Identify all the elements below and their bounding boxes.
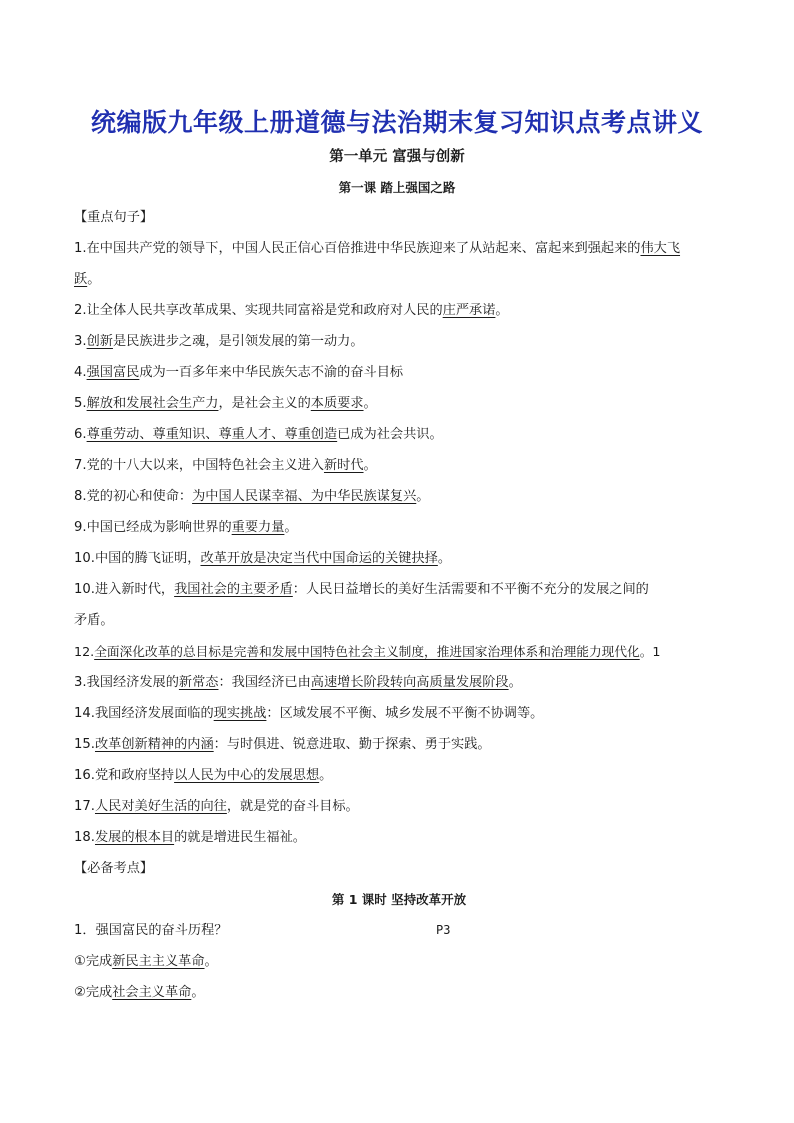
sentence-1-cont: 跃。: [74, 272, 101, 287]
sentence-4: 4.强国富民成为一百多年来中华民族矢志不渝的奋斗目标: [74, 365, 404, 380]
sentence-14: 14.我国经济发展面临的现实挑战：区域发展不平衡、城乡发展不平衡不协调等。: [74, 706, 544, 721]
section-heading-key-sentences: 【重点句子】: [74, 210, 154, 225]
sentence-11: 10.进入新时代，我国社会的主要矛盾：人民日益增长的美好生活需要和不平衡不充分的发展之间的: [74, 582, 649, 597]
document-body: [74, 202, 724, 1008]
unit-heading: 第一单元 富强与创新: [329, 149, 465, 165]
sentence-8: 8.党的初心和使命：为中国人民谋幸福、为中华民族谋复兴。: [74, 489, 430, 504]
question-1: [74, 915, 724, 946]
sentence-17: 17.人民对美好生活的向往，就是党的奋斗目标。: [74, 799, 359, 814]
sentence-7: 7.党的十八大以来，中国特色社会主义进入新时代。: [74, 458, 377, 473]
sentence-10: 10.中国的腾飞证明，改革开放是决定当代中国命运的关键抉择。: [74, 551, 452, 566]
lesson-heading: 第一课 踏上强国之路: [338, 180, 456, 195]
page-reference: P3: [436, 923, 451, 937]
document-title: 统编版九年级上册道德与法治期末复习知识点考点讲义: [90, 108, 703, 137]
sentence-15: 15.改革创新精神的内涵：与时俱进、锐意进取、勤于探索、勇于实践。: [74, 737, 491, 752]
sentence-3: 3.创新是民族进步之魂，是引领发展的第一动力。: [74, 334, 364, 349]
answer-2: ②完成社会主义革命。: [74, 985, 205, 1000]
sentence-18: 18.发展的根本目的就是增进民生福祉。: [74, 830, 306, 845]
sentence-9: 9.中国已经成为影响世界的重要力量。: [74, 520, 298, 535]
sentence-5: 5.解放和发展社会生产力，是社会主义的本质要求。: [74, 396, 377, 411]
sentence-6: 6.尊重劳动、尊重知识、尊重人才、尊重创造已成为社会共识。: [74, 427, 443, 442]
sentence-13: 3.我国经济发展的新常态：我国经济已由高速增长阶段转向高质量发展阶段。: [74, 675, 522, 690]
section-heading-exam-points: 【必备考点】: [74, 861, 154, 876]
answer-1: ①完成新民主主义革命。: [74, 954, 218, 969]
sentence-11-cont: 矛盾。: [74, 613, 114, 628]
sentence-1: 1.在中国共产党的领导下，中国人民正信心百倍推进中华民族迎来了从站起来、富起来到强起来的伟大飞: [74, 241, 681, 256]
sentence-16: 16.党和政府坚持以人民为中心的发展思想。: [74, 768, 333, 783]
period-heading: 第 1 课时 坚持改革开放: [331, 892, 467, 907]
question-text: 1．强国富民的奋斗历程？: [74, 923, 228, 938]
sentence-12: 12.全面深化改革的总目标是完善和发展中国特色社会主义制度，推进国家治理体系和治理能力现代化。1: [74, 644, 661, 659]
sentence-2: 2.让全体人民共享改革成果、实现共同富裕是党和政府对人民的庄严承诺。: [74, 303, 509, 318]
